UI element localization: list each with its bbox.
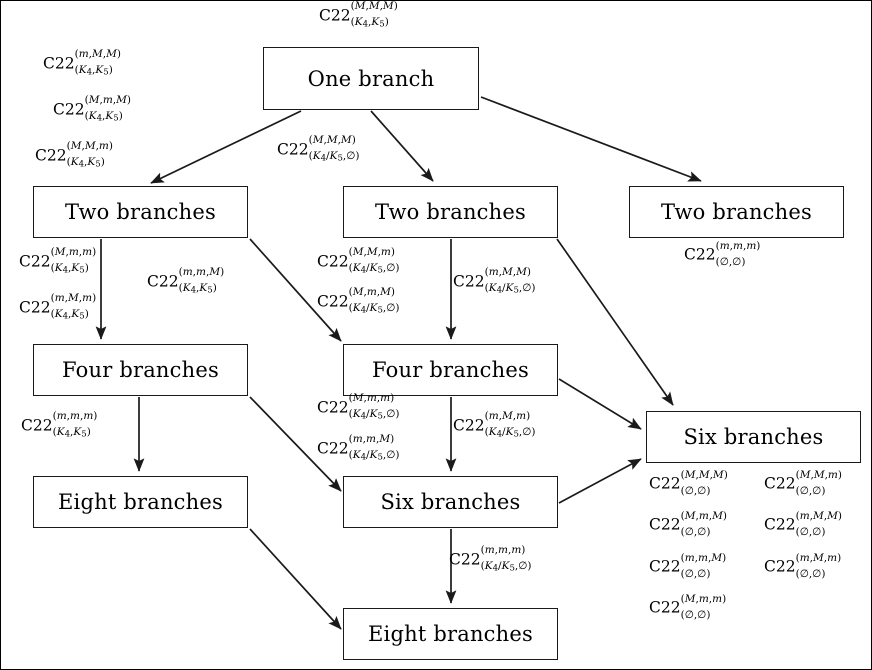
label-superscript: (M,M,M) [680,469,728,481]
node-two-branches-1[interactable] [33,186,248,238]
transition-label [649,510,727,538]
transition-label [43,48,121,78]
label-superscript-subscript [348,286,400,316]
label-subscript: (∅,∅) [795,484,826,497]
edge-four2-to-six2 [559,379,641,429]
label-base: C22 [21,416,53,435]
label-subscript: (K4/K5,∅) [484,425,536,440]
label-base: C22 [19,252,51,271]
node-label: Two branches [661,200,812,224]
label-base: C22 [317,292,349,311]
label-superscript-subscript [484,266,536,296]
label-base: C22 [649,557,681,576]
label-superscript-subscript [680,469,728,497]
label-subscript: (K4,K5) [178,281,217,296]
label-base: C22 [277,140,309,159]
label-subscript: (∅,∅) [715,255,746,268]
node-label: Four branches [372,358,529,382]
label-superscript: (M,m,M) [84,94,131,106]
label-superscript: (M,M,M) [308,134,356,146]
label-superscript-subscript [795,469,842,497]
label-base: C22 [319,6,351,25]
edge-one-to-two2 [371,111,433,181]
label-superscript-subscript [84,94,131,124]
label-base: C22 [43,54,75,73]
edge-eight1-to-eight2 [250,529,341,629]
label-superscript: (m,m,M) [178,266,225,278]
transition-label [649,552,727,580]
label-superscript: (M,m,m) [50,246,97,258]
transition-label [317,433,400,463]
transition-label [277,134,360,164]
label-subscript: (∅,∅) [795,525,826,538]
label-superscript-subscript [484,410,536,440]
label-superscript-subscript [178,266,225,296]
label-superscript-subscript [50,292,97,322]
label-superscript: (m,m,M) [680,552,727,564]
label-superscript-subscript [66,140,113,170]
label-superscript: (M,m,M) [680,510,727,522]
transition-label [317,246,400,276]
label-subscript: (∅,∅) [680,484,711,497]
label-superscript: (m,M,m) [795,552,842,564]
transition-label [19,292,97,322]
transition-label [449,544,532,574]
transition-label [21,410,98,440]
label-superscript: (m,M,M) [484,266,531,278]
label-subscript: (K4,K5) [50,307,89,322]
node-four-branches-2[interactable] [343,344,558,396]
transition-label [764,510,842,538]
transition-label [453,410,536,440]
label-superscript-subscript [680,593,727,621]
label-superscript: (M,M,m) [348,246,395,258]
node-label: Six branches [380,490,521,514]
node-label: Two branches [375,200,526,224]
label-subscript: (K4,K5) [52,425,91,440]
label-subscript: (K4/K5,∅) [484,281,536,296]
label-subscript: (K4,K5) [350,15,389,30]
label-superscript-subscript [480,544,532,574]
label-base: C22 [35,146,67,165]
transition-label [147,266,225,296]
label-superscript-subscript [348,392,400,422]
transition-label [319,0,398,30]
label-superscript: (m,m,M) [348,433,395,445]
node-six-branches-2[interactable] [646,411,861,463]
label-superscript-subscript [308,134,360,164]
transition-label [649,469,728,497]
label-superscript: (M,M,m) [795,469,842,481]
label-superscript-subscript [795,552,842,580]
label-superscript: (m,M,M) [74,48,121,60]
label-superscript: (M,m,m) [680,593,727,605]
label-subscript: (K4/K5,∅) [308,149,360,164]
label-base: C22 [684,245,716,264]
node-label: Two branches [65,200,216,224]
label-superscript-subscript [74,48,121,78]
transition-label [764,469,842,497]
label-superscript: (m,M,M) [795,510,842,522]
label-superscript-subscript [795,510,842,538]
transition-label [684,240,761,268]
label-superscript-subscript [680,510,727,538]
node-two-branches-3[interactable] [629,186,844,238]
transition-label [35,140,113,170]
label-subscript: (∅,∅) [680,608,711,621]
label-superscript-subscript [350,0,398,30]
transition-label [53,94,131,124]
label-base: C22 [53,100,85,119]
label-superscript: (m,m,m) [715,240,761,252]
label-subscript: (K4,K5) [50,261,89,276]
label-base: C22 [764,474,796,493]
label-subscript: (K4,K5) [74,63,113,78]
label-superscript-subscript [715,240,761,268]
label-subscript: (K4,K5) [84,109,123,124]
node-label: Six branches [683,425,824,449]
label-base: C22 [317,439,349,458]
label-superscript: (m,m,m) [480,544,526,556]
transition-label [317,286,400,316]
edge-six1-to-six2 [559,459,641,503]
node-one-branch[interactable] [263,47,479,110]
label-superscript-subscript [680,552,727,580]
label-subscript: (K4/K5,∅) [348,261,400,276]
label-superscript-subscript [348,433,400,463]
edge-two2-to-six2 [557,239,673,405]
label-superscript: (M,m,m) [348,392,395,404]
label-base: C22 [649,598,681,617]
label-base: C22 [147,272,179,291]
node-label: Eight branches [368,622,533,646]
transition-label [19,246,97,276]
label-superscript: (M,M,m) [66,140,113,152]
label-base: C22 [649,474,681,493]
label-superscript: (m,M,m) [484,410,531,422]
transition-label [764,552,842,580]
label-superscript: (m,m,m) [52,410,98,422]
node-two-branches-2[interactable] [343,186,558,238]
label-subscript: (K4,K5) [66,155,105,170]
label-base: C22 [19,298,51,317]
label-base: C22 [453,272,485,291]
label-subscript: (∅,∅) [795,567,826,580]
label-subscript: (∅,∅) [680,525,711,538]
label-base: C22 [764,515,796,534]
node-six-branches-1[interactable] [343,476,558,528]
transition-label [453,266,536,296]
label-superscript-subscript [50,246,97,276]
node-label: One branch [307,66,435,91]
label-superscript: (m,M,m) [50,292,97,304]
label-base: C22 [453,416,485,435]
label-superscript-subscript [52,410,98,440]
transition-label [649,593,727,621]
node-label: Eight branches [58,490,223,514]
label-superscript: (M,M,M) [350,0,398,12]
label-superscript: (M,m,M) [348,286,395,298]
node-eight-branches-1[interactable] [33,476,248,528]
edge-one-to-two3 [481,97,701,181]
label-base: C22 [317,252,349,271]
node-label: Four branches [62,358,219,382]
label-base: C22 [317,398,349,417]
label-subscript: (∅,∅) [680,567,711,580]
node-four-branches-1[interactable] [33,344,248,396]
label-subscript: (K4/K5,∅) [348,301,400,316]
label-base: C22 [649,515,681,534]
transition-label [317,392,400,422]
label-subscript: (K4/K5,∅) [348,407,400,422]
label-subscript: (K4/K5,∅) [348,448,400,463]
label-base: C22 [449,550,481,569]
label-subscript: (K4/K5,∅) [480,559,532,574]
node-eight-branches-2[interactable] [343,608,558,660]
label-superscript-subscript [348,246,400,276]
label-base: C22 [764,557,796,576]
